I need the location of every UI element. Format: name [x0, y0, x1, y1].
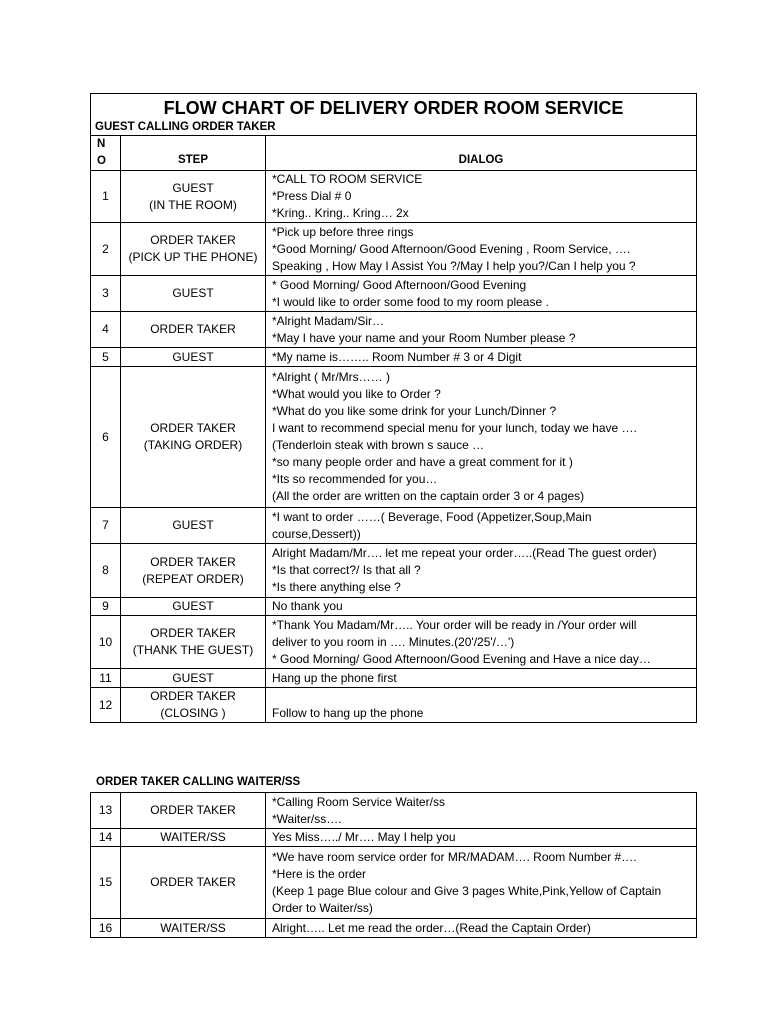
dialog-line: deliver to you room in …. Minutes.(20'/25'/…') [272, 634, 515, 649]
row-number: 14 [91, 829, 121, 847]
step-line: ORDER TAKER [150, 803, 236, 817]
dialog-line: Order to Waiter/ss) [272, 900, 373, 915]
dialog-line: *I would like to order some food to my room please . [272, 294, 549, 309]
dialog-line: Yes Miss…../ Mr…. May I help you [272, 830, 456, 844]
table-body [91, 171, 697, 723]
dialog-line: (Keep 1 page Blue colour and Give 3 pages White,Pink,Yellow of Captain [272, 883, 662, 898]
table-row [91, 669, 697, 688]
section-spacer [90, 723, 696, 775]
step-cell [121, 616, 266, 669]
table-row [91, 348, 697, 367]
dialog-line: (Tenderloin steak with brown s sauce … [272, 438, 485, 452]
dialog-cell [266, 348, 697, 367]
step-line: GUEST [172, 286, 214, 300]
title-row [91, 94, 697, 121]
table-row [91, 276, 697, 312]
dialog-line: *Pick up before three rings [272, 224, 414, 239]
document-page [90, 93, 696, 938]
dialog-cell [266, 829, 697, 847]
dialog-line: *so many people order and have a great comment for it ) [272, 455, 573, 469]
step-line: GUEST [172, 349, 214, 364]
section-heading-order-taker-calling: ORDER TAKER CALLING WAITER/SS [96, 776, 301, 788]
dialog-line: *Waiter/ss…. [272, 811, 342, 826]
step-line: (THANK THE GUEST) [132, 643, 254, 657]
step-line: ORDER TAKER [150, 626, 236, 640]
table-row [91, 171, 697, 223]
section-row [91, 120, 697, 136]
step-line: GUEST [172, 599, 214, 613]
dialog-cell [266, 367, 697, 508]
dialog-line: *Kring.. Kring.. Kring… 2x [272, 206, 409, 220]
dialog-cell [266, 616, 697, 669]
dialog-line: *Here is the order [272, 866, 367, 881]
step-cell [121, 919, 266, 938]
dialog-line [272, 688, 692, 705]
column-header-row [91, 136, 697, 171]
dialog-line: (All the order are written on the captain order 3 or 4 pages) [272, 489, 585, 503]
step-cell [121, 171, 266, 223]
dialog-line: *Is that correct?/ Is that all ? [272, 563, 421, 577]
dialog-line: Alright Madam/Mr…. let me repeat your order…..(Read The guest order) [272, 546, 657, 560]
step-cell [121, 348, 266, 367]
dialog-cell [266, 312, 697, 348]
step-line: WAITER/SS [160, 830, 226, 844]
row-number: 9 [91, 598, 121, 616]
dialog-line: *May I have your name and your Room Number please ? [272, 330, 576, 345]
step-cell [121, 688, 266, 723]
step-line: ORDER TAKER [150, 421, 236, 435]
dialog-line: *My name is…….. Room Number # 3 or 4 Digit [272, 349, 522, 364]
dialog-line: *Its so recommended for you… [272, 472, 438, 486]
step-line: (TAKING ORDER) [143, 438, 243, 452]
dialog-cell [266, 223, 697, 276]
step-cell [121, 669, 266, 688]
step-line: WAITER/SS [160, 920, 226, 935]
dialog-line: No thank you [272, 599, 343, 613]
step-line: ORDER TAKER [150, 322, 236, 336]
dialog-line: *CALL TO ROOM SERVICE [272, 172, 423, 186]
row-number: 16 [91, 919, 121, 938]
dialog-line: Follow to hang up the phone [272, 706, 424, 720]
dialog-line: *Thank You Madam/Mr….. Your order will be ready in /Your order will [272, 617, 637, 632]
table-row [91, 508, 697, 544]
column-header-no: N O [91, 136, 121, 171]
table-row [91, 544, 697, 598]
step-cell [121, 312, 266, 348]
step-line: ORDER TAKER [150, 875, 236, 889]
step-line: GUEST [172, 518, 214, 532]
table-row [91, 829, 697, 847]
dialog-cell [266, 847, 697, 919]
dialog-cell [266, 508, 697, 544]
dialog-line: *Is there anything else ? [272, 580, 401, 594]
step-cell [121, 829, 266, 847]
step-cell [121, 508, 266, 544]
column-header-step: STEP [121, 136, 266, 171]
dialog-line: I want to recommend special menu for your lunch, today we have …. [272, 421, 637, 435]
row-number: 1 [91, 171, 121, 223]
dialog-cell [266, 598, 697, 616]
table-row [91, 793, 697, 829]
document-title: FLOW CHART OF DELIVERY ORDER ROOM SERVICE [91, 94, 697, 121]
step-line: (REPEAT ORDER) [142, 571, 244, 586]
dialog-line: Speaking , How May I Assist You ?/May I help you?/Can I help you ? [272, 258, 636, 273]
section-heading-guest-calling: GUEST CALLING ORDER TAKER [91, 120, 697, 136]
table-row [91, 616, 697, 669]
dialog-line: Alright….. Let me read the order…(Read the Captain Order) [272, 920, 591, 935]
dialog-cell [266, 171, 697, 223]
dialog-line: * Good Morning/ Good Afternoon/Good Evening and Have a nice day… [272, 651, 651, 666]
table-row [91, 688, 697, 723]
dialog-line: *Good Morning/ Good Afternoon/Good Evening , Room Service, …. [272, 241, 631, 256]
row-number: 5 [91, 348, 121, 367]
table-row [91, 223, 697, 276]
table-row [91, 598, 697, 616]
step-cell [121, 544, 266, 598]
dialog-cell [266, 919, 697, 938]
table-row [91, 367, 697, 508]
step-cell [121, 598, 266, 616]
step-cell [121, 276, 266, 312]
step-cell [121, 223, 266, 276]
waiter-flow-table [90, 792, 697, 938]
step-line: ORDER TAKER [150, 233, 236, 247]
dialog-line: * Good Morning/ Good Afternoon/Good Evening [272, 277, 527, 292]
row-number: 11 [91, 669, 121, 688]
dialog-line: Hang up the phone first [272, 670, 397, 685]
row-number: 2 [91, 223, 121, 276]
step-line: ORDER TAKER [150, 689, 236, 703]
dialog-line: *We have room service order for MR/MADAM…. Room Number #…. [272, 849, 637, 864]
dialog-line: *I want to order ……( Beverage, Food (Appetizer,Soup,Main [272, 509, 592, 524]
table-row [91, 919, 697, 938]
dialog-line: *Press Dial # 0 [272, 189, 352, 203]
dialog-cell [266, 669, 697, 688]
row-number: 12 [91, 688, 121, 723]
row-number: 10 [91, 616, 121, 669]
dialog-line: *Calling Room Service Waiter/ss [272, 794, 445, 809]
dialog-line: course,Dessert)) [272, 526, 361, 541]
row-number: 6 [91, 367, 121, 508]
step-cell [121, 793, 266, 829]
table-row [91, 847, 697, 919]
dialog-line: *Alright Madam/Sir… [272, 313, 385, 328]
row-number: 3 [91, 276, 121, 312]
table-body [91, 793, 697, 938]
column-header-dialog: DIALOG [266, 136, 697, 171]
step-line: (CLOSING ) [160, 706, 226, 720]
dialog-cell [266, 688, 697, 723]
row-number: 8 [91, 544, 121, 598]
row-number: 7 [91, 508, 121, 544]
dialog-line: *What would you like to Order ? [272, 387, 441, 401]
table-row [91, 312, 697, 348]
step-line: (PICK UP THE PHONE) [128, 250, 258, 264]
step-line: GUEST [172, 180, 214, 195]
dialog-line: *Alright ( Mr/Mrs…… ) [272, 370, 390, 384]
row-number: 4 [91, 312, 121, 348]
dialog-cell [266, 544, 697, 598]
dialog-line: *What do you like some drink for your Lunch/Dinner ? [272, 404, 557, 418]
row-number: 15 [91, 847, 121, 919]
dialog-cell [266, 793, 697, 829]
step-line: (IN THE ROOM) [149, 197, 237, 212]
step-cell [121, 367, 266, 508]
step-line: ORDER TAKER [150, 554, 236, 569]
step-line: GUEST [172, 670, 214, 685]
dialog-cell [266, 276, 697, 312]
row-number: 13 [91, 793, 121, 829]
step-cell [121, 847, 266, 919]
room-service-flow-table [90, 93, 697, 723]
